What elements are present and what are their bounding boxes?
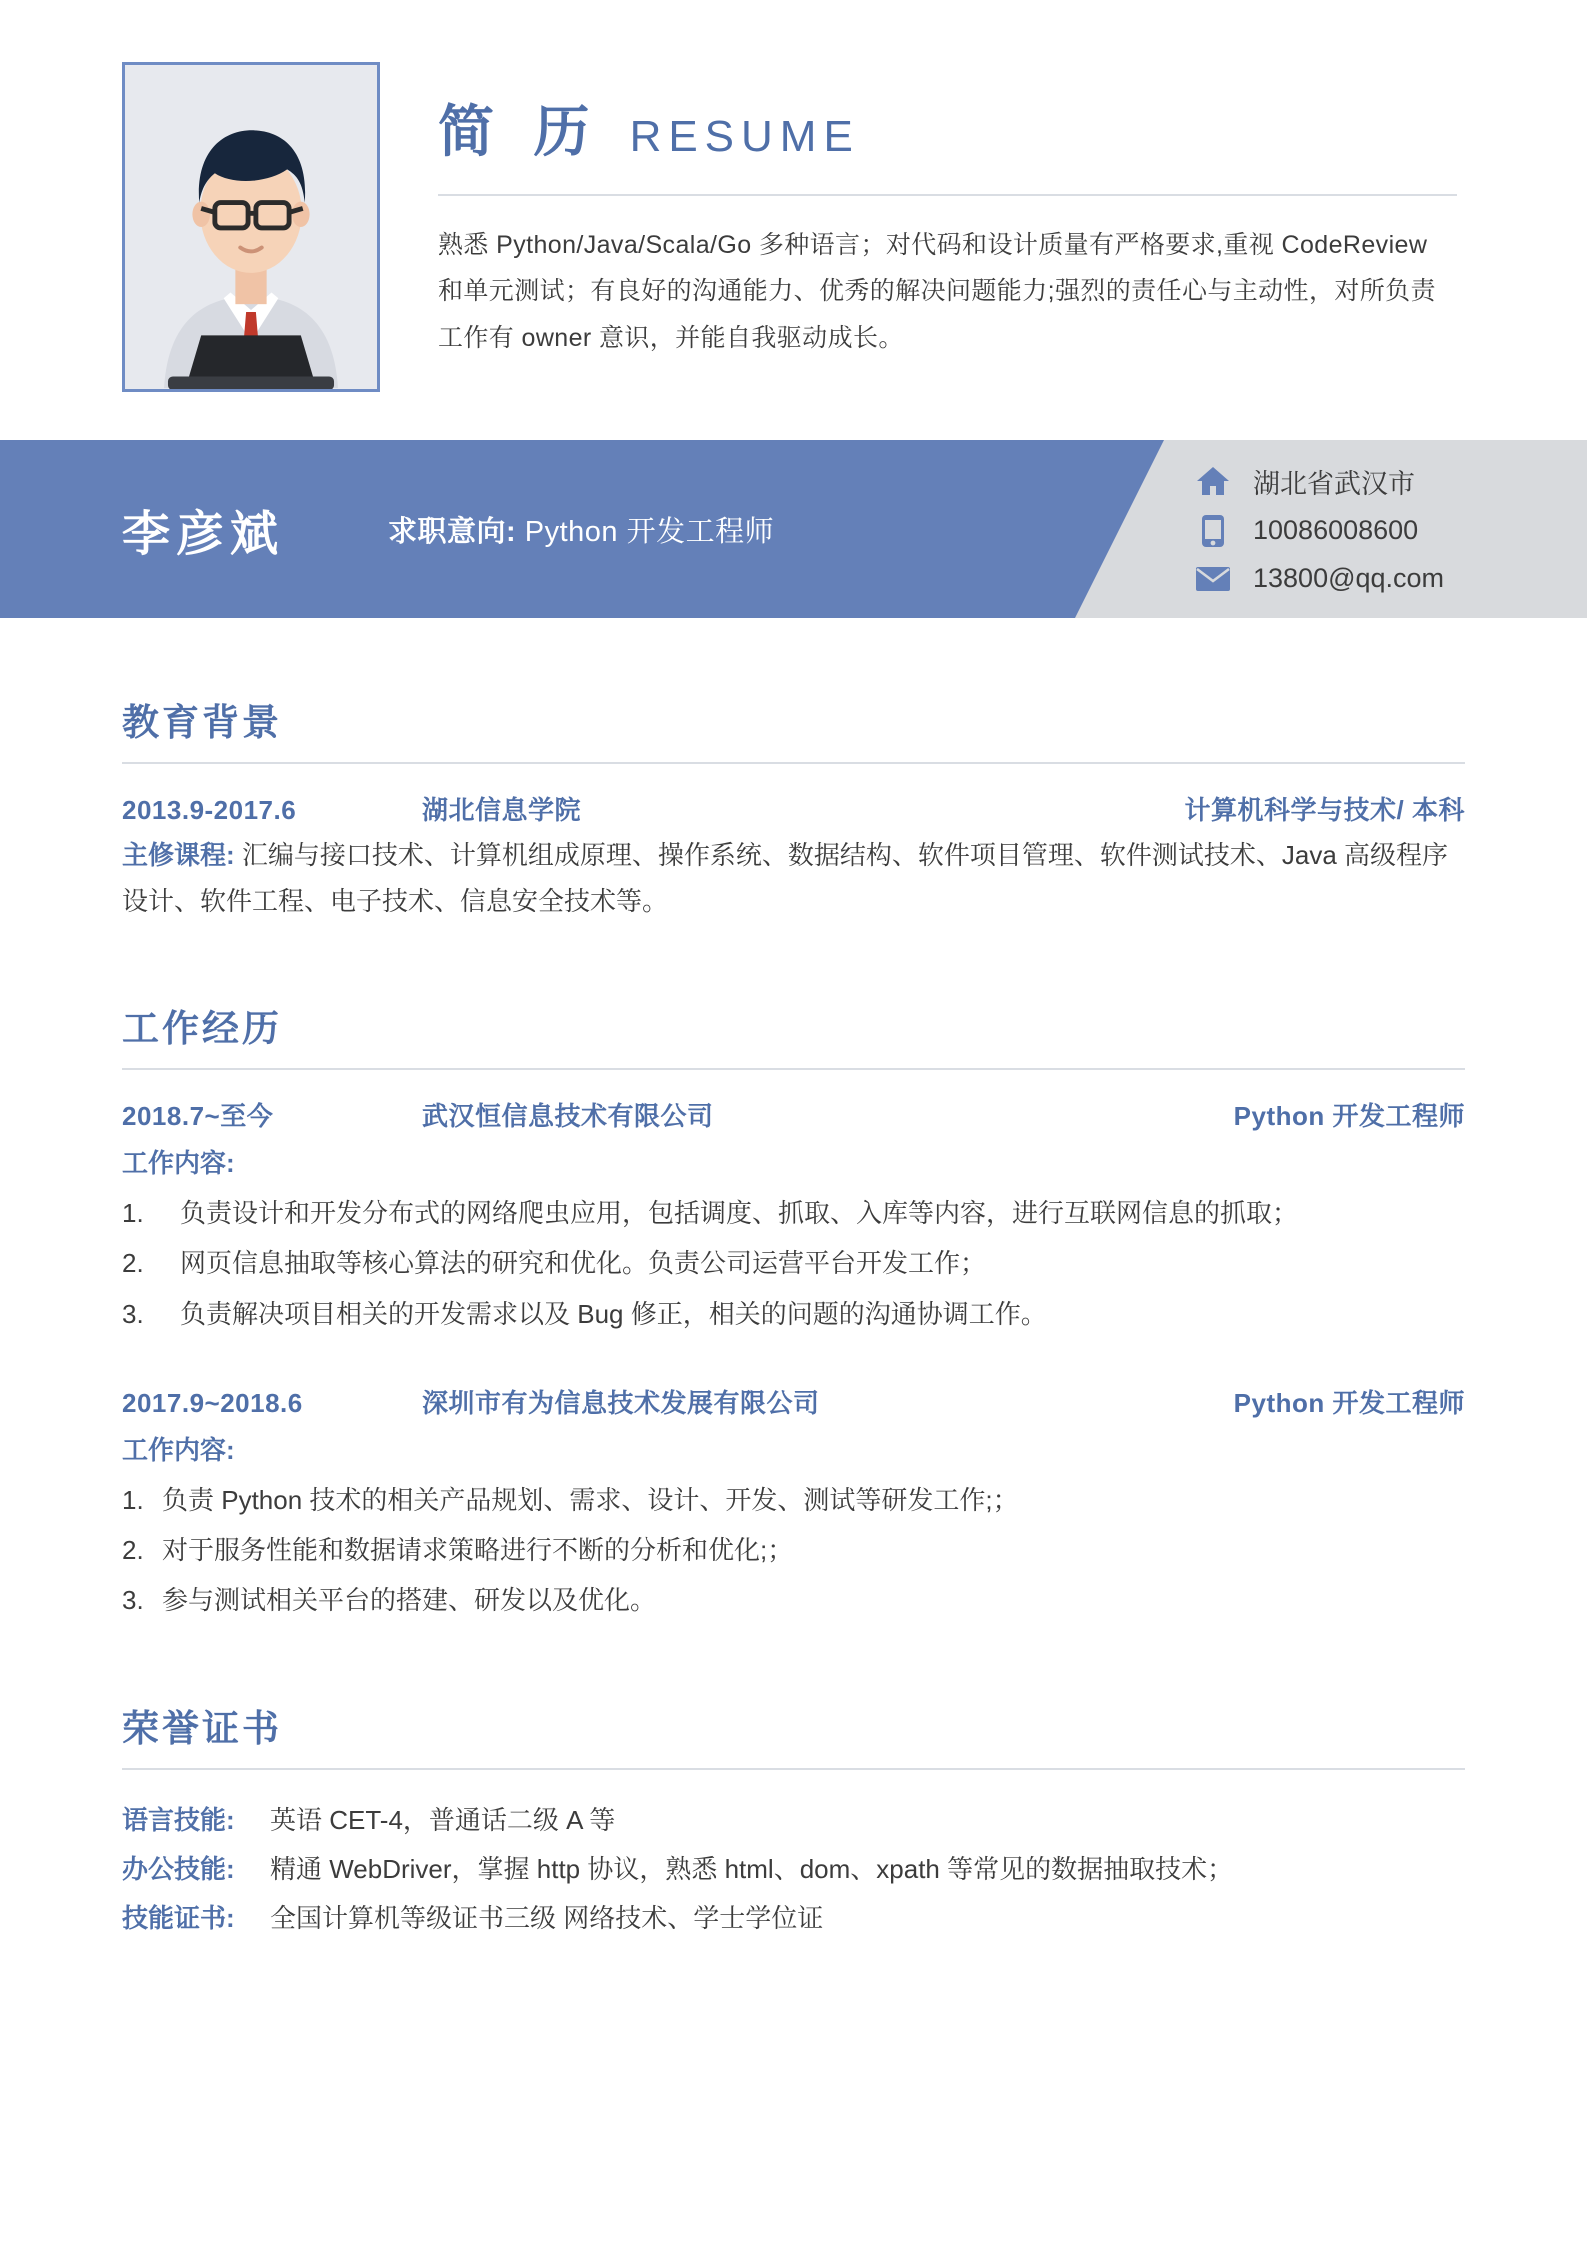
section-title-honors: 荣誉证书: [122, 1707, 282, 1749]
work-position: Python 开发工程师: [1233, 1101, 1465, 1131]
phone-icon: [1195, 513, 1231, 549]
work-content-label: 工作内容:: [122, 1148, 235, 1178]
work-duty-list: [122, 1190, 1465, 1337]
education-school: 湖北信息学院: [422, 795, 582, 825]
title-cn: 简 历: [438, 100, 602, 163]
work-content-label: 工作内容:: [122, 1434, 235, 1465]
list-item-text: 负责解决项目相关的开发需求以及 Bug 修正，相关的问题的沟通协调工作。: [180, 1298, 1047, 1329]
list-item-number: 1.: [122, 1198, 144, 1228]
divider: [122, 762, 1465, 764]
education-courses-text: 汇编与接口技术、计算机组成原理、操作系统、数据结构、软件项目管理、软件测试技术、Java 高级程序设计、软件工程、电子技术、信息安全技术等。: [122, 840, 1449, 916]
honor-value: 英语 CET-4，普通话二级 A 等: [270, 1804, 616, 1835]
honor-value: 精通 WebDriver，掌握 http 协议，熟悉 html、dom、xpath 等常见的数据抽取技术；: [270, 1853, 1234, 1884]
contact-list: [1195, 462, 1444, 597]
home-icon: [1195, 463, 1231, 499]
honor-row: [122, 1796, 1465, 1845]
work-entry-header: [122, 1096, 1465, 1133]
work-entry: [122, 1383, 1465, 1624]
section-education: [122, 692, 1465, 924]
list-item-text: 参与测试相关平台的搭建、研发以及优化。: [162, 1585, 657, 1616]
work-position: Python 开发工程师: [1233, 1387, 1465, 1418]
list-item-number: 2.: [122, 1248, 144, 1279]
divider: [122, 1068, 1465, 1070]
honor-value: 全国计算机等级证书三级 网络技术、学士学位证: [270, 1903, 824, 1934]
list-item: [122, 1240, 1465, 1286]
list-item-text: 负责设计和开发分布式的网络爬虫应用，包括调度、抓取、入库等内容，进行互联网信息的抓取；: [180, 1198, 1299, 1228]
title-en: RESUME: [629, 112, 860, 161]
profile-summary: 熟悉 Python/Java/Scala/Go 多种语言；对代码和设计质量有严格要求,重视 CodeReview 和单元测试；有良好的沟通能力、优秀的解决问题能力;强烈的责任心与主动性，对所负责工作有 owner 意识，并能自我驱动成长。: [438, 231, 1436, 352]
job-objective-label: 求职意向:: [388, 515, 517, 548]
contact-phone-value: 10086008600: [1253, 515, 1419, 545]
contact-address: [1195, 462, 1444, 501]
work-duty-list: [122, 1477, 1465, 1624]
honor-row: [122, 1894, 1465, 1943]
section-honors: [122, 1698, 1465, 1944]
section-title-work: 工作经历: [122, 1008, 282, 1049]
honor-label: 语言技能:: [122, 1804, 235, 1835]
list-item-text: 网页信息抽取等核心算法的研究和优化。负责公司运营平台开发工作；: [180, 1248, 987, 1279]
work-entry-header: [122, 1383, 1465, 1420]
section-title-education: 教育背景: [122, 702, 282, 743]
work-entry: [122, 1096, 1465, 1337]
contact-phone: [1195, 513, 1444, 549]
list-item: [122, 1477, 1465, 1523]
candidate-name: 李彦斌: [122, 507, 285, 561]
work-company: 深圳市有为信息技术发展有限公司: [422, 1387, 820, 1418]
job-objective: [388, 509, 774, 550]
list-item-text: 对于服务性能和数据请求策略进行不断的分析和优化;；: [162, 1535, 794, 1566]
education-courses: [122, 833, 1465, 924]
honor-label: 技能证书:: [122, 1903, 235, 1934]
contact-email: [1195, 561, 1444, 597]
education-courses-label: 主修课程:: [122, 840, 235, 870]
education-major: 计算机科学与技术/ 本科: [1184, 795, 1465, 825]
list-item: [122, 1190, 1465, 1236]
list-item-number: 3.: [122, 1585, 144, 1616]
list-item: [122, 1577, 1465, 1623]
honor-label: 办公技能:: [122, 1853, 235, 1884]
honor-row: [122, 1845, 1465, 1894]
work-company: 武汉恒信息技术有限公司: [422, 1101, 714, 1131]
education-date: 2013.9-2017.6: [122, 795, 297, 825]
profile-photo: [122, 62, 380, 392]
education-entry: [122, 790, 1465, 827]
resume-header: [0, 0, 1587, 392]
list-item-number: 3.: [122, 1298, 144, 1329]
work-date: 2017.9~2018.6: [122, 1387, 303, 1418]
banner-left: [0, 440, 1075, 618]
header-text-block: [380, 62, 1487, 361]
section-work: [122, 998, 1465, 1624]
resume-body: [0, 692, 1587, 1944]
list-item: [122, 1527, 1465, 1573]
mail-icon: [1195, 561, 1231, 597]
list-item-text: 负责 Python 技术的相关产品规划、需求、设计、开发、测试等研发工作;；: [162, 1484, 1019, 1515]
list-item-number: 1.: [122, 1484, 144, 1515]
contact-address-value: 湖北省武汉市: [1253, 468, 1415, 499]
contact-email-value: 13800@qq.com: [1253, 563, 1445, 593]
resume-title: [438, 88, 1457, 196]
list-item: [122, 1291, 1465, 1337]
name-banner: [0, 440, 1587, 618]
job-objective-value: Python 开发工程师: [524, 515, 775, 548]
divider: [122, 1768, 1465, 1770]
work-date: 2018.7~至今: [122, 1101, 274, 1131]
list-item-number: 2.: [122, 1535, 144, 1566]
